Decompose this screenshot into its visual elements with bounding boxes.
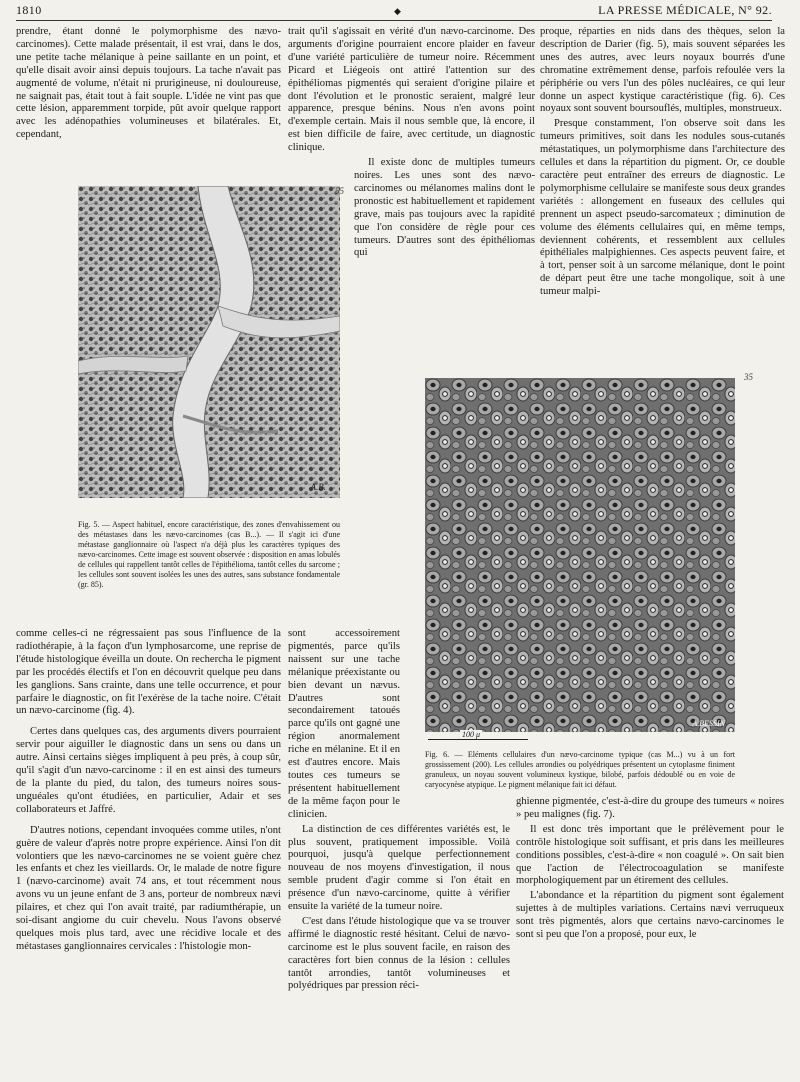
paragraph: comme celles-ci ne régressaient pas sous l'influence de la radiothérapie, à la façon d'un lymphosarcome, une reprise de l'étude histologique éveilla un doute. On rechercha le pigment par les procédés électifs et l'on en découvrit quelque peu dans les ganglions. Sans crainte, dans une telle occurrence, et pour parfaire le diagnostic, on fit l'exérèse de la tache noire. C'était un nævo-carcinome (fig. 4). [16,628,281,717]
figure-5-micrograph [78,186,340,498]
figure-5-mark: 55 [335,186,344,196]
paragraph: L'abondance et la répartition du pigment sont également sujettes à de multiples variations. Certains nævi verruqueux sont très pigmentés, alors que certains nævo-carcinomes le sont si peu que l'on a proposé, pour eux, le [516,890,784,941]
figure-6-signature: A.BESSIN [692,719,725,728]
figure-5-caption: Fig. 5. — Aspect habituel, encore caractéristique, des zones d'envahissement ou des métastases dans les nævo-carcinomes (cas B...). — Il s'agit ici d'une métastase ganglionnaire où l'aspect n'a déjà plus les caractères typiques des nævo-carcinomes. Cette image est souvent observée : disposition en amas lobulés de cellules qui rappellent tantôt celles de l'épithélioma, tantôt celles du sarcome ; les cellules sont souvent isolées les unes des autres, sans substance fondamentale (gr. 85). [78,520,340,589]
figure-5-signature: A.B. [310,482,326,492]
column-1-bottom [16,628,281,1048]
scale-label: 100 μ [462,730,481,739]
header-ornament: ◆ [394,6,402,16]
column-3-bottom [516,796,784,1046]
column-2-bottom [288,628,510,1048]
column-3-top [540,26,785,356]
paragraph: C'est dans l'étude histologique que va se trouver affirmé le diagnostic resté hésitant. Celui de nævo-carcinome est le plus souvent facile, en raison des caractères fort bien connus de la lésion : cellules tantôt arrondies, tantôt volumineuses et polyédriques par pression réci- [288,915,510,992]
page-number: 1810 [16,3,42,17]
paragraph: sont accessoirement pigmentés, parce qu'ils naissent sur une tache mélanique préexistante ou bien devant un nævus. D'autres sont secondairement tatoués parce qu'ils ont gagné une région anormalement riche en mélanine. Et il en est d'autres encore. Mais toutes ces tumeurs se présentent habituellement de la même façon pour le clinicien. [288,628,400,820]
figure-6-caption: Fig. 6. — Eléments cellulaires d'un nævo-carcinome typique (cas M...) vu à un fort grossissement (200). Les cellules arrondies ou polyédriques présentent un cytoplasme finiment granuleux, un noyau souvent volumineux kystique, bilobé, parfois dédoublé ou en voie de caryocynèse atypique. Le pigment mélanique fait ici défaut. [425,750,735,789]
column-1-top [16,26,281,176]
figure-6-mark: 35 [744,372,753,382]
header-rule [16,20,772,21]
paragraph: trait qu'il s'agissait en vérité d'un nævo-carcinome. Des arguments d'origine pourraient encore plaider en faveur d'une variété particulière de tumeur noire. Récemment Picard et Liégeois ont attiré l'attention sur des épithéliomas pigmentés qui seraient d'origine pilaire et dont l'évolution et le pronostic seraient, malgré leur apparence, presque bénins. Nous n'en avons point d'exemple certain. Mais il nous semble que, là encore, il est bien difficile de faire, avec certitude, un diagnostic clinique. [288,26,535,154]
paragraph: La distinction de ces différentes variétés est, le plus souvent, pratiquement impossible. Voilà pourquoi, jusqu'à quelque perfectionnement nouveau de nos moyens d'investigation, il nous semble prudent d'agir comme si l'on était en présence d'un nævo-carcinome, quitte à vérifier ensuite la variété de la tumeur noire. [288,823,510,913]
figure-5-image [78,186,340,498]
paragraph: prendre, étant donné le polymorphisme des nævo-carcinomes). Cette malade présentait, il est vrai, dans le dos, une petite tache mélanique à peine saillante en un point, et qu'elle disait avoir ainsi depuis toujours. La tache n'avait pas augmenté de volume, n'était ni prurigineuse, ni douloureuse, ne saignait pas, était tout à fait souple. L'idée ne vint pas que cette lésion, apparemment torpide, pût avoir quelque rapport avec les adénopathies volumineuses et bilatérales. Et, cependant, [16,26,281,141]
paragraph: proque, réparties en nids dans des thèques, selon la description de Darier (fig. 5), mais souvent séparées les unes des autres, avec leurs noyaux bourrés d'une chromatine extrêmement dense, parfois refoulée vers la périphérie ou vers l'un des pôles nucléaires, ce qui leur donne un aspect kystique caractéristique (fig. 6). Ces noyaux sont souvent boursouflés, multiples, monstrueux. [540,26,785,115]
journal-title: LA PRESSE MÉDICALE, N° 92. [598,3,772,17]
paragraph: Presque constamment, l'on observe soit dans les tumeurs primitives, soit dans les nodules sous-cutanés métastatiques, un polymorphisme dans l'architecture des cellules et dans la répartition du pigment. Or, ce double caractère peut entraîner des erreurs de diagnostic. Le polymorphisme cellulaire se manifeste sous deux grandes variétés : allongement en fuseaux des cellules qui prennent un aspect pseudo-sarcomateux ; diminution de volume des éléments cellulaires qui, en même temps, deviennent cohérents, et ressemblent aux cellules épithéliales malpighiennes. Ces aspects peuvent faire, et à tort, penser soit à un sarcome mélanique, dont le point de départ peut être une tache mongolique, soit à une tumeur malpi- [540,118,785,298]
paragraph: D'autres notions, cependant invoquées comme utiles, n'ont guère de valeur d'après notre propre expérience. Ainsi l'on dit volontiers que les nævo-carcinomes ne se voient guère chez les enfants et chez les vieillards. Or, le malade de notre figure 1 (nævo-carcinome) avait 74 ans, et tout récemment nous avons vu un jeune enfant de 3 ans, porteur de nombreux nævi pilaires, et chez qui l'on avait traité, par radiumthérapie, un soi-disant angiome du cuir chevelu. Nous l'avons observé quelques mois plus tard, avec une récidive locale et des métastases ganglionnaires cervicales : l'histologie mon- [16,824,281,952]
paragraph: ghienne pigmentée, c'est-à-dire du groupe des tumeurs « noires » peu malignes (fig. 7). [516,796,784,820]
paragraph: Il existe donc de multiples tumeurs noires. Les unes sont des nævo-carcinomes ou mélanomes malins dont le pronostic est habituellement et rapidement grave, mais pas toujours avec la rapidité que l'on considère de règle pour ces tumeurs. D'autres sont des épithéliomas qui [354,157,535,259]
paragraph: Il est donc très important que le prélèvement pour le contrôle histologique soit suffisant, et pris dans les meilleures conditions possibles, c'est-à-dire « non coagulé ». On sait bien que l'action de l'électrocoagulation se manifeste morphologiquement par un étirement des cellules. [516,823,784,887]
paragraph: Certes dans quelques cas, des arguments divers pourraient servir pour aiguiller le diagnostic dans un sens ou dans un autre. Ainsi certains sièges impliquent à peu près, à coup sûr, qu'il s'agit d'un nævo-carcinome : il en est ainsi des tumeurs de la plante du pied, du talon, des tumeurs noires sous-unguéales qu'ont étudiées, en particulier, Adair et ses collaborateurs et Jaffré. [16,726,281,815]
